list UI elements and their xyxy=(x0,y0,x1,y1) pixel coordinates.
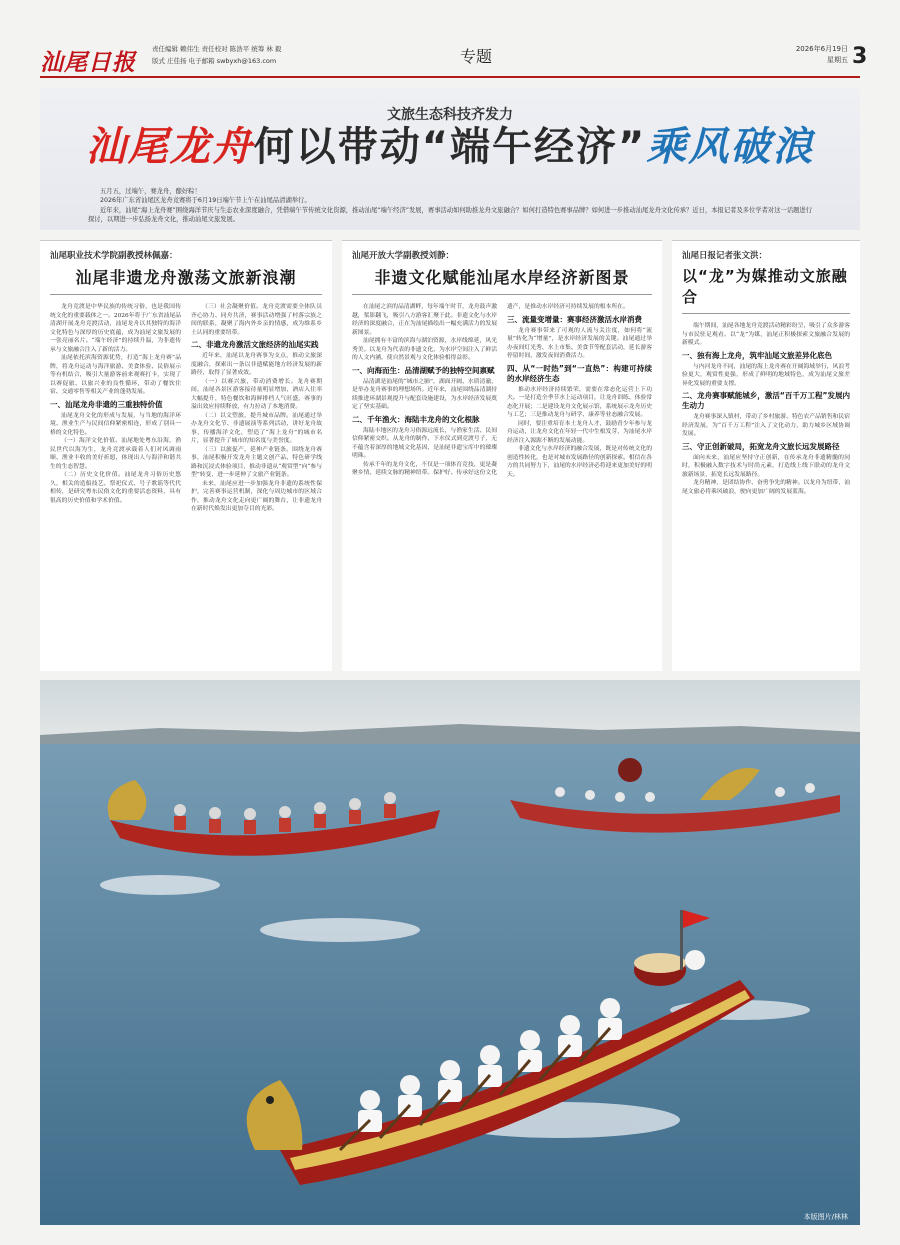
article-3-body xyxy=(682,322,850,496)
body-paragraph: 汕尾龙舟文化的形成与发展，与当地的海洋环境、渔业生产与民间信仰紧密相连，形成了别具一格的文化特色。 xyxy=(50,412,181,436)
headline-part-1: 汕尾龙舟 xyxy=(85,124,254,170)
body-paragraph: 汕尾拥有丰富的滨海与湖泊资源，水岸线绵延，风光秀美。以龙舟为代表的非遗文化，为水岸空间注入了鲜活的人文内涵，使自然景观与文化体验相得益彰。 xyxy=(352,338,497,361)
article-1-body xyxy=(50,303,322,514)
article-1-title: 汕尾非遗龙舟激荡文旅新浪潮 xyxy=(50,265,322,295)
article-column-2 xyxy=(342,240,662,671)
headline-kicker: 文旅生态科技齐发力 xyxy=(387,107,513,123)
weekday-text: 星期五 xyxy=(827,56,848,64)
body-paragraph: 端午期间，汕尾各地龙舟竞渡活动精彩纷呈，吸引了众多游客与市民驻足观看。以“龙”为媒，汕尾正积极探索文旅融合发展的新模式。 xyxy=(682,323,850,346)
main-headline xyxy=(40,122,860,172)
editor-line-2: 版式 庄佳扬 电子邮箱 swbyxh@163.com xyxy=(152,57,277,65)
section-heading: 二、非遗龙舟激活文旅经济的汕尾实践 xyxy=(191,340,319,349)
body-paragraph: 品清湖是汕尾的“城市之肺”，湖面开阔、水质清澈，是举办龙舟赛事的理想场所。近年来，汕尾围绕品清湖持续推进环湖景观提升与配套设施建设，为水岸经济发展奠定了坚实基础。 xyxy=(352,378,497,410)
body-paragraph: 海陆丰地区的龙舟习俗源远流长，与渔家生活、民间信仰紧密交织。从龙舟的制作、下水仪式到竞渡号子，无不蕴含着深厚的地域文化基因，是汕尾非遗宝库中的璀璨明珠。 xyxy=(352,427,497,459)
editor-line-1: 责任编辑 赖伟生 责任校对 陈浩平 统筹 林 毅 xyxy=(152,45,282,53)
body-paragraph: 非遗文化与水岸经济的融合发展，既是对传统文化的创造性转化，也是对城市发展路径的创新探索。相信在各方的共同努力下，汕尾的水岸经济必将迎来更加美好的明天。 xyxy=(507,446,652,478)
page-number: 3 xyxy=(852,44,868,69)
date-text: 2026年6月19日 xyxy=(795,45,848,53)
issue-date xyxy=(768,44,848,66)
section-heading: 一、向海而生：品清湖赋予的独特空间禀赋 xyxy=(352,365,495,375)
article-2-title: 非遗文化赋能汕尾水岸经济新图景 xyxy=(352,265,652,295)
article-2-byline: 汕尾开放大学副教授刘静： xyxy=(352,251,455,261)
body-paragraph: 近年来，汕尾以龙舟赛事为支点，推动文旅深度融合，探索出一条以非遗赋能地方经济发展的新路径，取得了显著成效。 xyxy=(191,353,322,376)
lead-paragraph: 近年来，汕尾“海上龙舟赛”围绕海洋节庆与生态农业深度融合，凭借端午节传统文化资源，推动汕尾“端午经济”发展，赛事活动如何助推龙舟文旅融合？如何打造特色赛事品牌？如何进一步推动汕尾龙舟文化传承？近日，本报记者及多位学者对这一话题进行探讨，以期进一步弘扬龙舟文化，推动汕尾文旅发展。 xyxy=(88,206,813,224)
body-paragraph: （三）社会凝聚价值。龙舟竞渡需要全体队员齐心协力、同舟共济，赛事活动增强了村落宗族之间的联系，凝聚了海内外乡亲的情感，成为维系乡土认同的重要纽带。 xyxy=(191,304,322,336)
editor-info xyxy=(152,43,281,67)
body-paragraph: 与内河龙舟不同，汕尾的海上龙舟赛在开阔海域举行，风浪考验更大，观赏性更强，形成了鲜明的地域特色，成为汕尾文旅差异化发展的重要支撑。 xyxy=(682,363,850,387)
lead-paragraphs xyxy=(88,187,812,225)
body-paragraph: （二）以文塑旅，提升城市品牌。汕尾通过举办龙舟文化节、非遗展演等系列活动，讲好龙舟故事，传播海洋文化，塑造了“海上龙舟”的城市名片，显著提升了城市的知名度与美誉度。 xyxy=(191,412,322,444)
body-paragraph: 推动水岸经济持续繁荣，需要在常态化运营上下功夫。一是打造全季节水上运动项目，让龙舟训练、体验常态化开展；二是建设龙舟文化展示馆，系统展示龙舟历史与工艺；三是推动龙舟与研学、康养等业态融合发展。 xyxy=(507,386,652,418)
newspaper-logo: 汕尾日报 xyxy=(40,49,136,76)
body-paragraph: 龙舟赛事带来了可观的人流与关注度，如何将“流量”转化为“增量”，是水岸经济发展的关键。汕尾通过举办夜间灯光秀、水上市集、美食节等配套活动，延长游客停留时间，激发夜间消费活力。 xyxy=(507,327,652,359)
section-heading: 一、独有海上龙舟，筑牢汕尾文旅差异化底色 xyxy=(682,350,832,360)
section-heading: 二、龙舟赛事赋能城乡，激活“百千万工程”发展内生动力 xyxy=(682,391,850,410)
section-heading: 一、汕尾龙舟非遗的三重独特价值 xyxy=(50,399,163,409)
body-paragraph: （二）历史文化价值。汕尾龙舟习俗历史悠久，相关的造船技艺、祭祀仪式、号子歌谣等代代相传，是研究粤东民俗文化的重要活态资料，具有很高的历史价值和学术价值。 xyxy=(50,472,181,504)
body-paragraph: 面向未来，汕尾应坚持守正创新，在传承龙舟非遗精髓的同时，积极融入数字技术与时尚元素，打造线上线下联动的龙舟文旅新场景，拓宽长远发展路径。 xyxy=(682,454,850,478)
article-2-body xyxy=(352,303,652,479)
section-heading: 三、流量变增量：赛事经济激活水岸消费 xyxy=(507,314,642,324)
body-paragraph: 汕尾依托滨海资源优势，打造“海上龙舟赛”品牌，将龙舟运动与海洋旅游、美食体验、民俗展示等有机结合，吸引大量游客前来观赛打卡，实现了以赛促旅、以旅兴业的良性循环，带动了餐饮住宿、交通零售等相关产业的蓬勃发展。 xyxy=(50,355,181,395)
body-paragraph: 在汕尾之滨的品清湖畔，每年端午时节，龙舟鼓声激越，桨影翻飞，吸引八方游客汇聚于此。非遗文化与水岸经济的深度融合，正在为汕尾描绘出一幅充满活力的发展新图景。 xyxy=(352,304,497,336)
section-heading: 二、千年渔火：海陆丰龙舟的文化根脉 xyxy=(352,414,480,424)
body-paragraph: 未来，汕尾应进一步加强龙舟非遗的系统性保护，完善赛事运营机制，深化与周边城市的区域合作，推动龙舟文化走向更广阔的舞台，让非遗龙舟在新时代焕发出更加夺目的光彩。 xyxy=(191,480,322,512)
headline-banner xyxy=(40,88,860,230)
body-paragraph: 龙舟赛事深入镇村，带动了乡村旅游、特色农产品销售和民宿经济发展，为“百千万工程”注入了文化动力，助力城乡区域协调发展。 xyxy=(682,414,850,437)
article-3-title: 以“龙”为媒推动文旅融合 xyxy=(682,265,850,314)
section-heading: 四、从“一时热”到“一直热”：构建可持续的水岸经济生态 xyxy=(507,363,652,383)
body-paragraph: 同时，要注重培育本土龙舟人才，鼓励青少年参与龙舟运动，让龙舟文化在年轻一代中生根发芽，为汕尾水岸经济注入源源不断的发展动能。 xyxy=(507,420,652,444)
body-paragraph: 龙舟精神，是团结协作、奋勇争先的精神。以龙舟为纽带，汕尾文旅必将乘风破浪，驶向更加广阔的发展蓝海。 xyxy=(682,480,850,495)
dragon-boat-photo xyxy=(40,680,860,1225)
article-3-byline: 汕尾日报记者张文洪： xyxy=(682,251,768,261)
body-paragraph: 传承千年的龙舟文化，不仅是一项体育竞技，更是凝聚乡情、延续文脉的精神纽带。保护好、传承好这份文化遗产，是推动水岸经济可持续发展的根本所在。 xyxy=(352,304,629,476)
article-column-3 xyxy=(672,240,860,671)
body-paragraph: （一）海洋文化价值。汕尾地处粤东沿海，渔民世代以海为生，龙舟竞渡承载着人们对风调雨顺、渔业丰收的美好祈愿，体现出人与海洋和谐共生的生态智慧。 xyxy=(50,438,181,470)
lead-paragraph: 五月五，过端午，赛龙舟，酿好粽！ xyxy=(100,188,201,195)
section-heading: 三、守正创新破局，拓宽龙舟文旅长远发展路径 xyxy=(682,441,840,451)
photo-credit: 本版图片/林林 xyxy=(803,1213,848,1221)
lead-paragraph: 2026年广东省汕尾区龙舟竞赛将于6月19日端午节上午在汕尾品清湖举行。 xyxy=(100,197,311,205)
body-paragraph: （一）以赛兴旅，带动消费增长。龙舟赛期间，汕尾各景区游客接待量明显增加，酒店入住率大幅提升，特色餐饮和海鲜排档人气旺盛，赛事的溢出效应持续释放，有力拉动了本地消费。 xyxy=(191,378,322,410)
article-1-byline: 汕尾职业技术学院副教授林佩嘉： xyxy=(50,251,178,261)
body-paragraph: （三）以旅促产，延伸产业链条。围绕龙舟赛事，汕尾积极开发龙舟主题文创产品、特色研学线路和沉浸式体验项目，推动非遗从“观赏型”向“参与型”转变，进一步延伸了文旅产业链条。 xyxy=(191,446,322,478)
masthead xyxy=(40,40,868,78)
article-column-1 xyxy=(40,240,332,671)
headline-part-3: 乘风破浪 xyxy=(646,124,815,170)
headline-part-2: 何以带动“端午经济” xyxy=(253,124,647,170)
body-paragraph: 龙舟竞渡是中华民族的传统习俗，也是我国传统文化的重要载体之一。2026年将于广东省汕尾品清湖开展龙舟竞渡活动，汕尾龙舟以其独特的海洋文化特色与深厚的历史底蕴，成为汕尾文旅发展的一张亮丽名片。“端午经济”的持续升温，为非遗传承与文旅融合注入了新的活力。 xyxy=(50,304,181,353)
section-name: 专题 xyxy=(460,47,493,66)
